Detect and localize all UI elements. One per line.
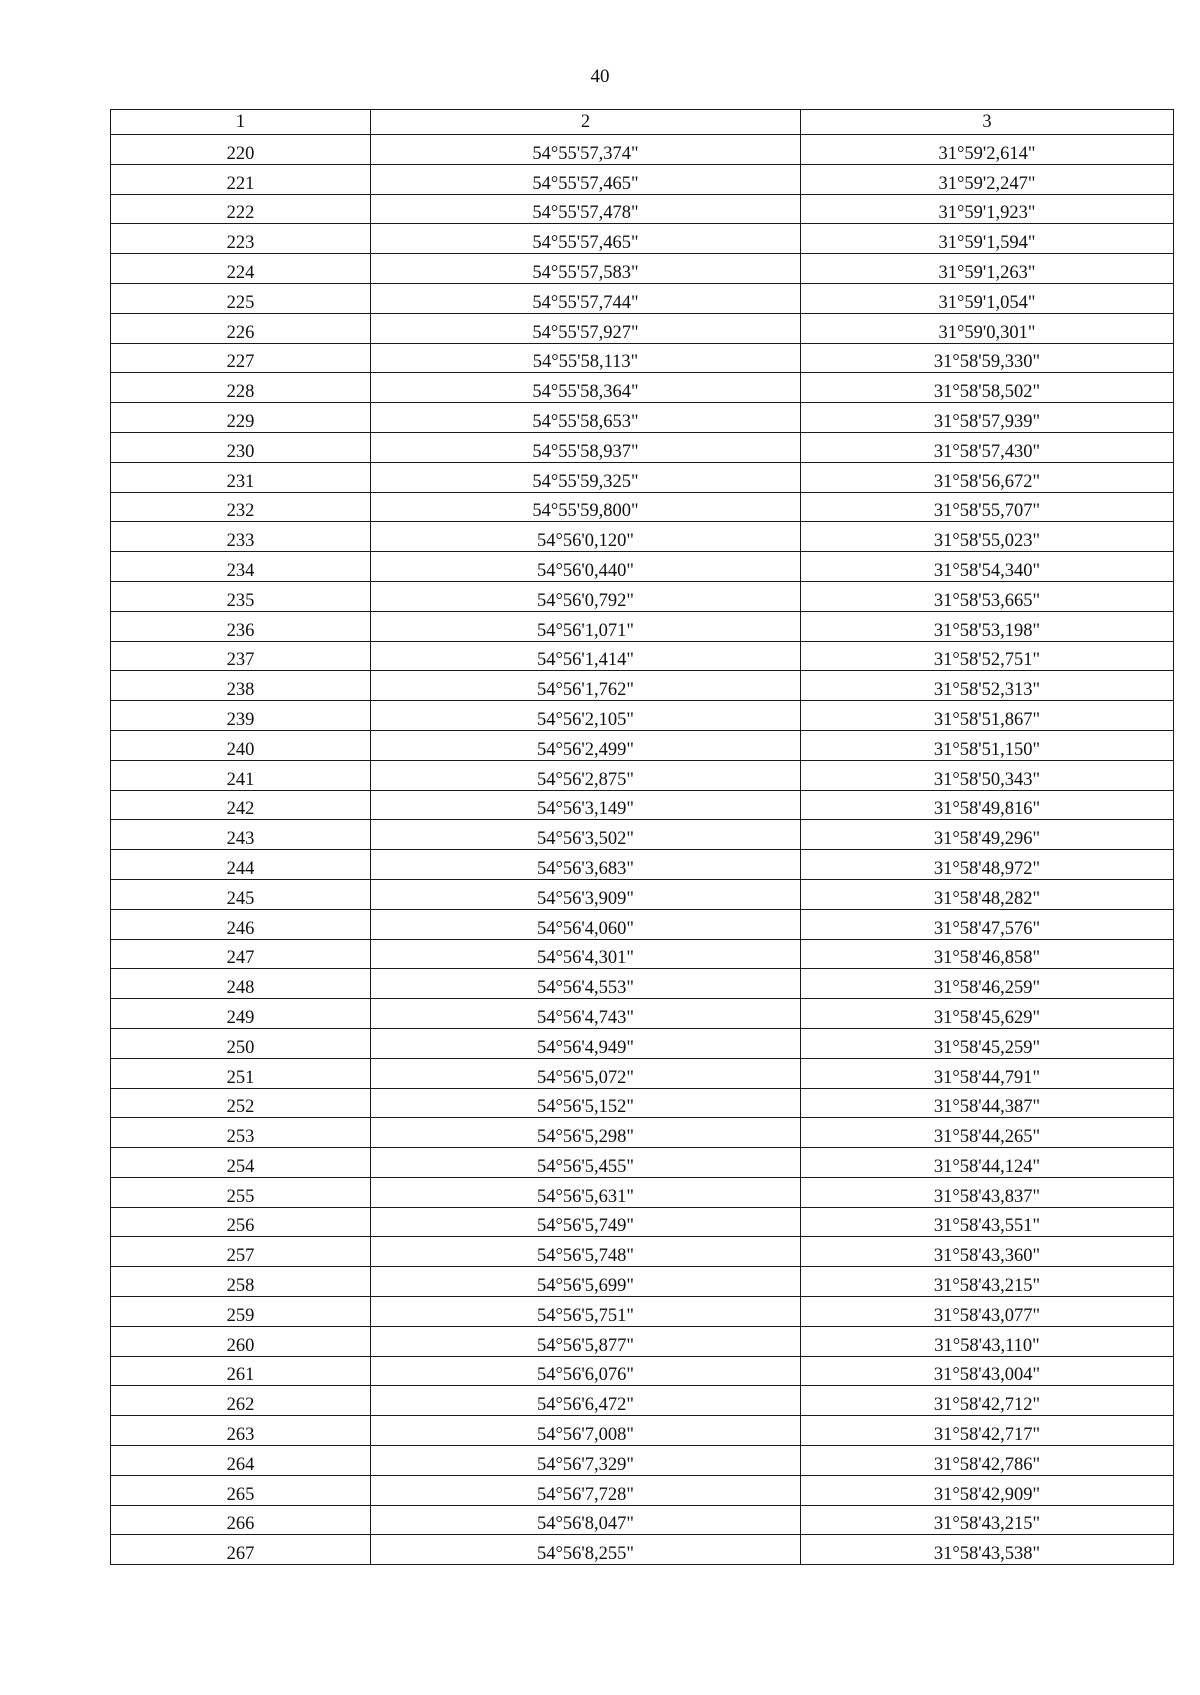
point-number-cell: 242 (111, 790, 371, 820)
longitude-cell: 31°59'1,263" (801, 254, 1174, 284)
table-row (111, 969, 1174, 999)
table-row (111, 909, 1174, 939)
point-number-cell: 228 (111, 373, 371, 403)
latitude-cell: 54°56'2,105" (371, 701, 801, 731)
longitude-cell: 31°58'43,215" (801, 1505, 1174, 1535)
latitude-cell: 54°56'7,008" (371, 1416, 801, 1446)
longitude-cell: 31°58'42,712" (801, 1386, 1174, 1416)
table-row (111, 522, 1174, 552)
point-number-cell: 251 (111, 1058, 371, 1088)
point-number-cell: 221 (111, 164, 371, 194)
latitude-cell: 54°56'5,455" (371, 1148, 801, 1178)
longitude-cell: 31°58'47,576" (801, 909, 1174, 939)
longitude-cell: 31°58'43,077" (801, 1297, 1174, 1327)
longitude-cell: 31°58'53,198" (801, 611, 1174, 641)
table-row (111, 343, 1174, 373)
latitude-cell: 54°55'58,364" (371, 373, 801, 403)
point-number-cell: 231 (111, 462, 371, 492)
latitude-cell: 54°56'8,047" (371, 1505, 801, 1535)
latitude-cell: 54°56'7,728" (371, 1475, 801, 1505)
table-row (111, 1326, 1174, 1356)
longitude-cell: 31°58'52,751" (801, 641, 1174, 671)
point-number-cell: 245 (111, 879, 371, 909)
table-row (111, 730, 1174, 760)
latitude-cell: 54°55'57,478" (371, 194, 801, 224)
table-row (111, 1535, 1174, 1565)
page-number: 40 (590, 66, 610, 87)
longitude-cell: 31°58'43,360" (801, 1237, 1174, 1267)
longitude-cell: 31°58'43,538" (801, 1535, 1174, 1565)
latitude-cell: 54°56'4,743" (371, 999, 801, 1029)
point-number-cell: 255 (111, 1177, 371, 1207)
point-number-cell: 232 (111, 492, 371, 522)
latitude-cell: 54°56'4,060" (371, 909, 801, 939)
longitude-cell: 31°58'42,786" (801, 1446, 1174, 1476)
table-row (111, 1177, 1174, 1207)
longitude-cell: 31°58'48,972" (801, 850, 1174, 880)
point-number-cell: 241 (111, 760, 371, 790)
latitude-cell: 54°55'58,653" (371, 403, 801, 433)
table-row (111, 999, 1174, 1029)
point-number-cell: 223 (111, 224, 371, 254)
latitude-cell: 54°56'1,762" (371, 671, 801, 701)
latitude-cell: 54°55'57,465" (371, 164, 801, 194)
table-row (111, 1058, 1174, 1088)
longitude-cell: 31°58'51,150" (801, 730, 1174, 760)
longitude-cell: 31°59'2,614" (801, 135, 1174, 165)
point-number-cell: 233 (111, 522, 371, 552)
table-row (111, 283, 1174, 313)
longitude-cell: 31°58'49,816" (801, 790, 1174, 820)
longitude-cell: 31°59'1,594" (801, 224, 1174, 254)
latitude-cell: 54°56'6,076" (371, 1356, 801, 1386)
table-row (111, 1475, 1174, 1505)
latitude-cell: 54°56'2,875" (371, 760, 801, 790)
point-number-cell: 234 (111, 552, 371, 582)
point-number-cell: 220 (111, 135, 371, 165)
point-number-cell: 243 (111, 820, 371, 850)
longitude-cell: 31°58'54,340" (801, 552, 1174, 582)
table-row (111, 641, 1174, 671)
latitude-cell: 54°56'5,699" (371, 1267, 801, 1297)
longitude-cell: 31°58'44,791" (801, 1058, 1174, 1088)
latitude-cell: 54°56'5,749" (371, 1207, 801, 1237)
point-number-cell: 264 (111, 1446, 371, 1476)
latitude-cell: 54°55'58,937" (371, 432, 801, 462)
table-row (111, 135, 1174, 165)
point-number-cell: 226 (111, 313, 371, 343)
longitude-cell: 31°58'42,717" (801, 1416, 1174, 1446)
table-row (111, 1148, 1174, 1178)
longitude-cell: 31°58'55,707" (801, 492, 1174, 522)
longitude-cell: 31°58'50,343" (801, 760, 1174, 790)
point-number-cell: 236 (111, 611, 371, 641)
latitude-cell: 54°56'7,329" (371, 1446, 801, 1476)
latitude-cell: 54°56'8,255" (371, 1535, 801, 1565)
latitude-cell: 54°56'1,414" (371, 641, 801, 671)
latitude-cell: 54°56'3,683" (371, 850, 801, 880)
column-header-1: 1 (111, 110, 371, 135)
longitude-cell: 31°58'43,110" (801, 1326, 1174, 1356)
table-row (111, 1267, 1174, 1297)
table-row (111, 1416, 1174, 1446)
longitude-cell: 31°58'46,858" (801, 939, 1174, 969)
table-row (111, 850, 1174, 880)
point-number-cell: 244 (111, 850, 371, 880)
table-row (111, 1118, 1174, 1148)
longitude-cell: 31°58'45,259" (801, 1028, 1174, 1058)
table-row (111, 1446, 1174, 1476)
table-row (111, 671, 1174, 701)
table-row (111, 1237, 1174, 1267)
table-row (111, 820, 1174, 850)
latitude-cell: 54°56'5,152" (371, 1088, 801, 1118)
longitude-cell: 31°58'43,215" (801, 1267, 1174, 1297)
point-number-cell: 224 (111, 254, 371, 284)
latitude-cell: 54°56'6,472" (371, 1386, 801, 1416)
latitude-cell: 54°55'57,583" (371, 254, 801, 284)
point-number-cell: 267 (111, 1535, 371, 1565)
table-body (111, 135, 1174, 1565)
point-number-cell: 253 (111, 1118, 371, 1148)
longitude-cell: 31°59'2,247" (801, 164, 1174, 194)
table-row (111, 879, 1174, 909)
longitude-cell: 31°58'49,296" (801, 820, 1174, 850)
longitude-cell: 31°59'0,301" (801, 313, 1174, 343)
column-header-2: 2 (371, 110, 801, 135)
longitude-cell: 31°58'45,629" (801, 999, 1174, 1029)
table-row (111, 462, 1174, 492)
table-row (111, 939, 1174, 969)
longitude-cell: 31°58'57,939" (801, 403, 1174, 433)
header-row (111, 110, 1174, 135)
table-row (111, 492, 1174, 522)
longitude-cell: 31°58'43,837" (801, 1177, 1174, 1207)
point-number-cell: 248 (111, 969, 371, 999)
point-number-cell: 256 (111, 1207, 371, 1237)
table-row (111, 313, 1174, 343)
table-row (111, 194, 1174, 224)
point-number-cell: 265 (111, 1475, 371, 1505)
column-header-3: 3 (801, 110, 1174, 135)
longitude-cell: 31°58'44,265" (801, 1118, 1174, 1148)
point-number-cell: 257 (111, 1237, 371, 1267)
table-row (111, 581, 1174, 611)
longitude-cell: 31°58'48,282" (801, 879, 1174, 909)
table-row (111, 373, 1174, 403)
table-row (111, 1088, 1174, 1118)
table-header (111, 110, 1174, 135)
latitude-cell: 54°56'5,072" (371, 1058, 801, 1088)
table-row (111, 1356, 1174, 1386)
table-row (111, 224, 1174, 254)
table-row (111, 790, 1174, 820)
latitude-cell: 54°56'3,909" (371, 879, 801, 909)
table-row (111, 1297, 1174, 1327)
longitude-cell: 31°58'52,313" (801, 671, 1174, 701)
latitude-cell: 54°55'57,744" (371, 283, 801, 313)
latitude-cell: 54°56'5,298" (371, 1118, 801, 1148)
longitude-cell: 31°58'43,004" (801, 1356, 1174, 1386)
longitude-cell: 31°58'44,387" (801, 1088, 1174, 1118)
longitude-cell: 31°58'58,502" (801, 373, 1174, 403)
latitude-cell: 54°55'58,113" (371, 343, 801, 373)
point-number-cell: 261 (111, 1356, 371, 1386)
point-number-cell: 240 (111, 730, 371, 760)
point-number-cell: 263 (111, 1416, 371, 1446)
point-number-cell: 249 (111, 999, 371, 1029)
latitude-cell: 54°56'5,748" (371, 1237, 801, 1267)
point-number-cell: 259 (111, 1297, 371, 1327)
table-row (111, 611, 1174, 641)
table-row (111, 254, 1174, 284)
point-number-cell: 266 (111, 1505, 371, 1535)
point-number-cell: 239 (111, 701, 371, 731)
point-number-cell: 254 (111, 1148, 371, 1178)
longitude-cell: 31°59'1,923" (801, 194, 1174, 224)
latitude-cell: 54°55'59,325" (371, 462, 801, 492)
point-number-cell: 230 (111, 432, 371, 462)
point-number-cell: 260 (111, 1326, 371, 1356)
latitude-cell: 54°56'4,949" (371, 1028, 801, 1058)
point-number-cell: 252 (111, 1088, 371, 1118)
latitude-cell: 54°56'1,071" (371, 611, 801, 641)
latitude-cell: 54°55'57,465" (371, 224, 801, 254)
table-row (111, 164, 1174, 194)
point-number-cell: 237 (111, 641, 371, 671)
longitude-cell: 31°58'55,023" (801, 522, 1174, 552)
table-row (111, 1028, 1174, 1058)
longitude-cell: 31°58'57,430" (801, 432, 1174, 462)
point-number-cell: 229 (111, 403, 371, 433)
latitude-cell: 54°56'2,499" (371, 730, 801, 760)
longitude-cell: 31°58'43,551" (801, 1207, 1174, 1237)
point-number-cell: 235 (111, 581, 371, 611)
longitude-cell: 31°58'44,124" (801, 1148, 1174, 1178)
longitude-cell: 31°58'56,672" (801, 462, 1174, 492)
latitude-cell: 54°55'57,927" (371, 313, 801, 343)
table-row (111, 552, 1174, 582)
table-row (111, 760, 1174, 790)
latitude-cell: 54°56'0,440" (371, 552, 801, 582)
point-number-cell: 225 (111, 283, 371, 313)
longitude-cell: 31°58'46,259" (801, 969, 1174, 999)
point-number-cell: 246 (111, 909, 371, 939)
point-number-cell: 227 (111, 343, 371, 373)
latitude-cell: 54°56'5,877" (371, 1326, 801, 1356)
longitude-cell: 31°58'51,867" (801, 701, 1174, 731)
point-number-cell: 250 (111, 1028, 371, 1058)
latitude-cell: 54°56'4,301" (371, 939, 801, 969)
point-number-cell: 222 (111, 194, 371, 224)
table-row (111, 403, 1174, 433)
point-number-cell: 238 (111, 671, 371, 701)
latitude-cell: 54°56'0,120" (371, 522, 801, 552)
longitude-cell: 31°58'53,665" (801, 581, 1174, 611)
latitude-cell: 54°55'57,374" (371, 135, 801, 165)
longitude-cell: 31°59'1,054" (801, 283, 1174, 313)
coordinates-table (110, 109, 1174, 1565)
latitude-cell: 54°56'4,553" (371, 969, 801, 999)
latitude-cell: 54°56'5,631" (371, 1177, 801, 1207)
point-number-cell: 262 (111, 1386, 371, 1416)
longitude-cell: 31°58'59,330" (801, 343, 1174, 373)
table-row (111, 1207, 1174, 1237)
table-row (111, 1505, 1174, 1535)
latitude-cell: 54°56'0,792" (371, 581, 801, 611)
latitude-cell: 54°56'5,751" (371, 1297, 801, 1327)
latitude-cell: 54°56'3,149" (371, 790, 801, 820)
point-number-cell: 247 (111, 939, 371, 969)
longitude-cell: 31°58'42,909" (801, 1475, 1174, 1505)
table-row (111, 701, 1174, 731)
table-row (111, 1386, 1174, 1416)
latitude-cell: 54°55'59,800" (371, 492, 801, 522)
latitude-cell: 54°56'3,502" (371, 820, 801, 850)
table-row (111, 432, 1174, 462)
point-number-cell: 258 (111, 1267, 371, 1297)
